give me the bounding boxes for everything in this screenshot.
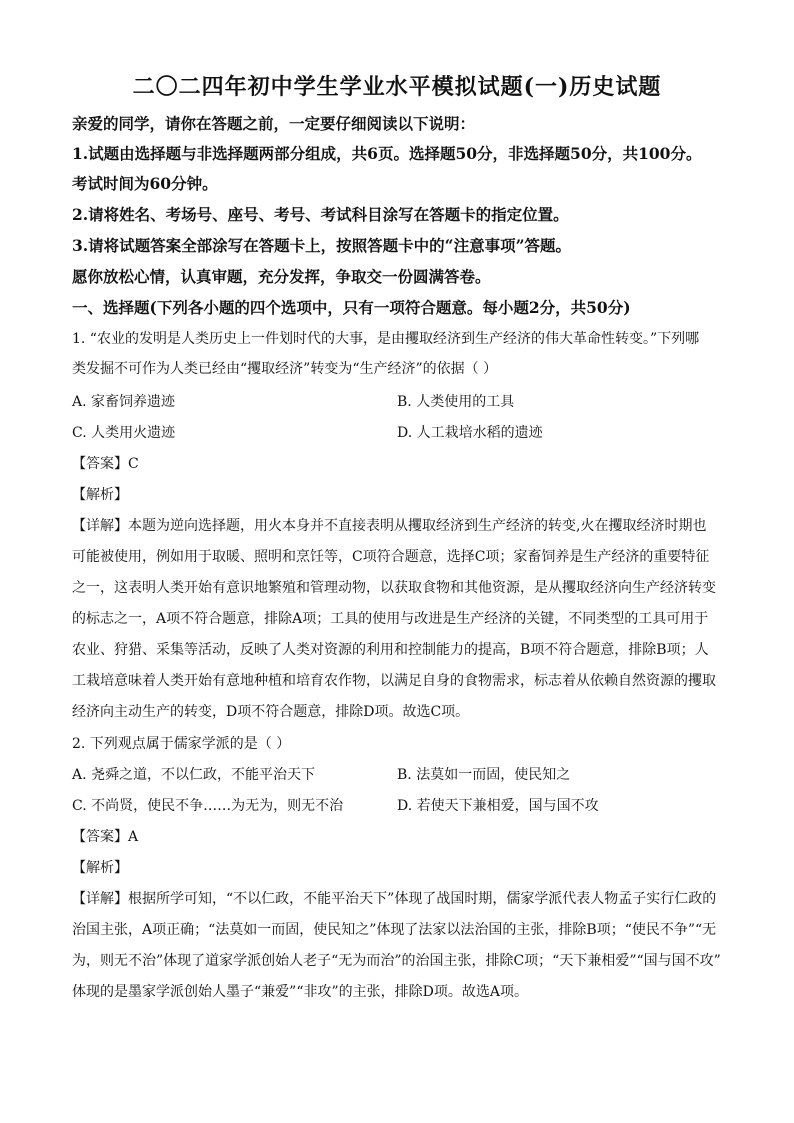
q1-option-c: C. 人类用火遗迹 (72, 425, 176, 441)
q1-detail-line: 经济向主动生产的转变，D项不符合题意，排除D项。故选C项。 (72, 704, 470, 720)
q1-detail-line: 之一，这表明人类开始有意识地繁殖和管理动物，以获取食物和其他资源，是从攫取经济向生产经济转变 (72, 580, 716, 596)
q2-option-d: D. 若使天下兼相爱，国与国不攻 (397, 798, 599, 814)
q1-stem-line-2: 类发掘不可作为人类已经由“攫取经济”转变为“生产经济”的依据（ ） (72, 361, 498, 377)
q1-answer: 【答案】C (72, 456, 139, 472)
q2-option-b: B. 法莫如一而固，使民知之 (397, 767, 571, 783)
q1-detail-line: 的标志之一，A项不符合题意，排除A项；工具的使用与改进是生产经济的关键，不同类型的工具可用于 (72, 611, 709, 627)
section-heading: 一、选择题(下列各小题的四个选项中，只有一项符合题意。每小题2分，共50分) (72, 298, 631, 317)
instruction-item-1-cont: 考试时间为60分钟。 (72, 174, 218, 193)
q1-analysis-label: 【解析】 (72, 487, 128, 503)
q2-analysis-label: 【解析】 (72, 860, 128, 876)
q2-stem: 2. 下列观点属于儒家学派的是（ ） (72, 736, 291, 752)
q2-detail-line: 【详解】根据所学可知，“不以仁政，不能平治天下”体现了战国时期，儒家学派代表人物孟子实行仁政的 (72, 891, 717, 907)
q1-option-b: B. 人类使用的工具 (397, 394, 515, 410)
instruction-item-2: 2.请将姓名、考场号、座号、考号、考试科目涂写在答题卡的指定位置。 (72, 205, 569, 224)
q1-detail-line: 【详解】本题为逆向选择题，用火本身并不直接表明从攫取经济到生产经济的转变,火在攫取经济时期也 (72, 518, 707, 534)
q2-detail-line: 体现的是墨家学派创始人墨子“兼爱”“非攻”的主张，排除D项。故选A项。 (72, 984, 528, 1000)
q1-detail-line: 农业、狩猎、采集等活动，反映了人类对资源的利用和控制能力的提高，B项不符合题意，排除B项；人 (72, 642, 709, 658)
q1-option-d: D. 人工栽培水稻的遗迹 (397, 425, 543, 441)
q2-answer: 【答案】A (72, 829, 139, 845)
q2-option-c: C. 不尚贤，使民不争……为无为，则无不治 (72, 798, 344, 814)
instructions-greeting: 亲爱的同学，请你在答题之前，一定要仔细阅读以下说明： (72, 114, 476, 133)
q1-detail-line: 可能被使用，例如用于取暖、照明和烹饪等，C项符合题意，选择C项；家畜饲养是生产经济的重要特征 (72, 549, 710, 565)
instruction-item-3: 3.请将试题答案全部涂写在答题卡上，按照答题卡中的“注意事项”答题。 (72, 236, 572, 255)
q2-detail-line: 治国主张，A项正确；“法莫如一而固，使民知之”体现了法家以法治国的主张，排除B项；“使民不争”“无 (72, 922, 717, 938)
instructions-closing: 愿你放松心情，认真审题，充分发挥，争取交一份圆满答卷。 (72, 267, 491, 286)
page-title: 二〇二四年初中学生学业水平模拟试题(一)历史试题 (132, 74, 662, 100)
q2-option-a: A. 尧舜之道，不以仁政，不能平治天下 (72, 767, 316, 783)
q1-stem-line-1: 1. “农业的发明是人类历史上一件划时代的大事，是由攫取经济到生产经济的伟大革命性转变。”下列哪 (72, 331, 700, 347)
q2-detail-line: 为，则无不治”体现了道家学派创始人老子“无为而治”的治国主张，排除C项；“天下兼相爱”“国与国不攻” (72, 953, 721, 969)
instruction-item-1: 1.试题由选择题与非选择题两部分组成，共6页。选择题50分，非选择题50分，共100分。 (72, 144, 702, 163)
q1-detail-line: 工栽培意味着人类开始有意地种植和培育农作物，以满足自身的食物需求，标志着从依赖自然资源的攫取 (72, 673, 716, 689)
q1-option-a: A. 家畜饲养遗迹 (72, 394, 176, 410)
